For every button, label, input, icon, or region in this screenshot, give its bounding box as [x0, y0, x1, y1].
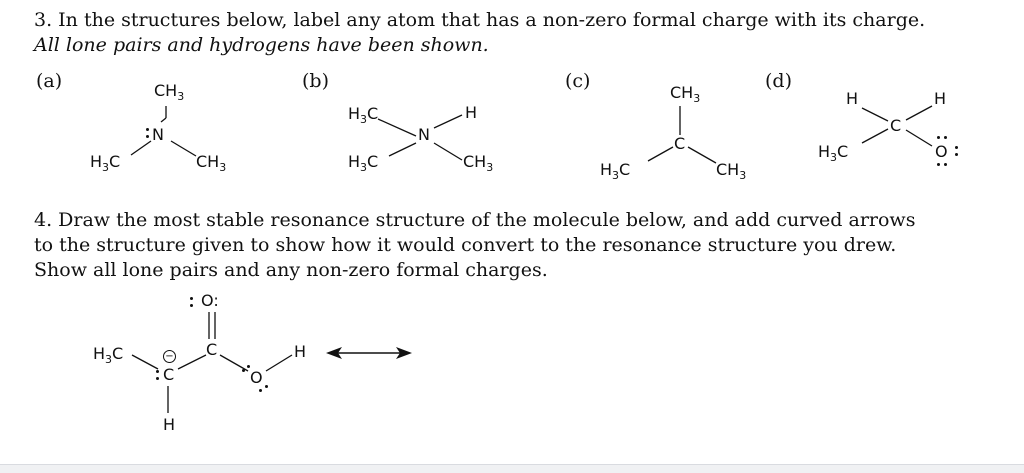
- question-4-text-line2: to the structure given to show how it would convert to the resonance structure you drew.: [34, 234, 897, 256]
- lone-pair-dot: [146, 135, 149, 138]
- atom-h3c-a: $H_3C$: [90, 152, 121, 175]
- lone-pair-dot: [156, 377, 159, 380]
- atom-n-b: N: [418, 125, 430, 144]
- question-4-text-line1: 4. Draw the most stable resonance structure of the molecule below, and add curved arrows: [34, 209, 916, 231]
- atom-ch3-b: $CH_3$: [463, 152, 494, 175]
- atom-o-hydroxyl: O: [250, 368, 263, 387]
- lone-pair-dot: [944, 163, 947, 166]
- part-label-a: (a): [36, 70, 63, 92]
- lone-pair-dot: [937, 136, 940, 139]
- lone-pair-dot: [259, 389, 262, 392]
- atom-c-carbanion: C: [163, 365, 175, 384]
- lone-pair-dot: [156, 370, 159, 373]
- atom-ch3-c-top: $CH_3$: [670, 83, 701, 106]
- question-3-note: All lone pairs and hydrogens have been shown.: [34, 34, 489, 56]
- lone-pair-dot: [955, 146, 958, 149]
- atom-h-hydroxyl: H: [294, 342, 307, 361]
- atom-h-b: H: [465, 103, 478, 122]
- atom-h3c-c: $H_3C$: [600, 160, 631, 183]
- atom-ch3-c-right: $CH_3$: [716, 160, 747, 183]
- atom-c-d: C: [890, 116, 902, 135]
- atom-h-bottom: H: [163, 415, 176, 434]
- atom-h-d-left: H: [846, 89, 859, 108]
- atom-o-d: O: [935, 142, 948, 161]
- atom-n-a: N: [152, 125, 164, 144]
- atom-ch3-a-right: $CH_3$: [196, 152, 227, 175]
- resonance-arrow-icon: [326, 343, 412, 363]
- question-4-text-line3: Show all lone pairs and any non-zero formal charges.: [34, 259, 548, 281]
- lone-pair-dot: [944, 136, 947, 139]
- atom-ch3-a-top: $CH_3$: [154, 81, 185, 104]
- atom-h3c-d: $H_3C$: [818, 142, 849, 165]
- lone-pair-dot: [247, 365, 250, 368]
- lone-pair-dot: [265, 385, 268, 388]
- lone-pair-dot: [146, 128, 149, 131]
- lone-pair-dot: [242, 369, 245, 372]
- atom-h3c-b-top: $H_3C$: [348, 104, 379, 127]
- lone-pair-dot: [190, 304, 193, 307]
- lone-pair-dot: [955, 153, 958, 156]
- atom-h3c-q4: $H_3C$: [93, 344, 124, 367]
- part-label-b: (b): [302, 70, 329, 92]
- part-label-c: (c): [565, 70, 591, 92]
- atom-o-carbonyl: O:: [201, 291, 219, 310]
- atom-c-c: C: [674, 134, 686, 153]
- atom-c-carbonyl: C: [206, 340, 218, 359]
- part-label-d: (d): [765, 70, 792, 92]
- atom-h-d-right: H: [934, 89, 947, 108]
- negative-charge-icon: −: [163, 350, 176, 363]
- question-3-text: 3. In the structures below, label any atom that has a non-zero formal charge with its charge.: [34, 9, 926, 31]
- atom-h3c-b-bottom: $H_3C$: [348, 152, 379, 175]
- lone-pair-dot: [190, 297, 193, 300]
- lone-pair-dot: [937, 163, 940, 166]
